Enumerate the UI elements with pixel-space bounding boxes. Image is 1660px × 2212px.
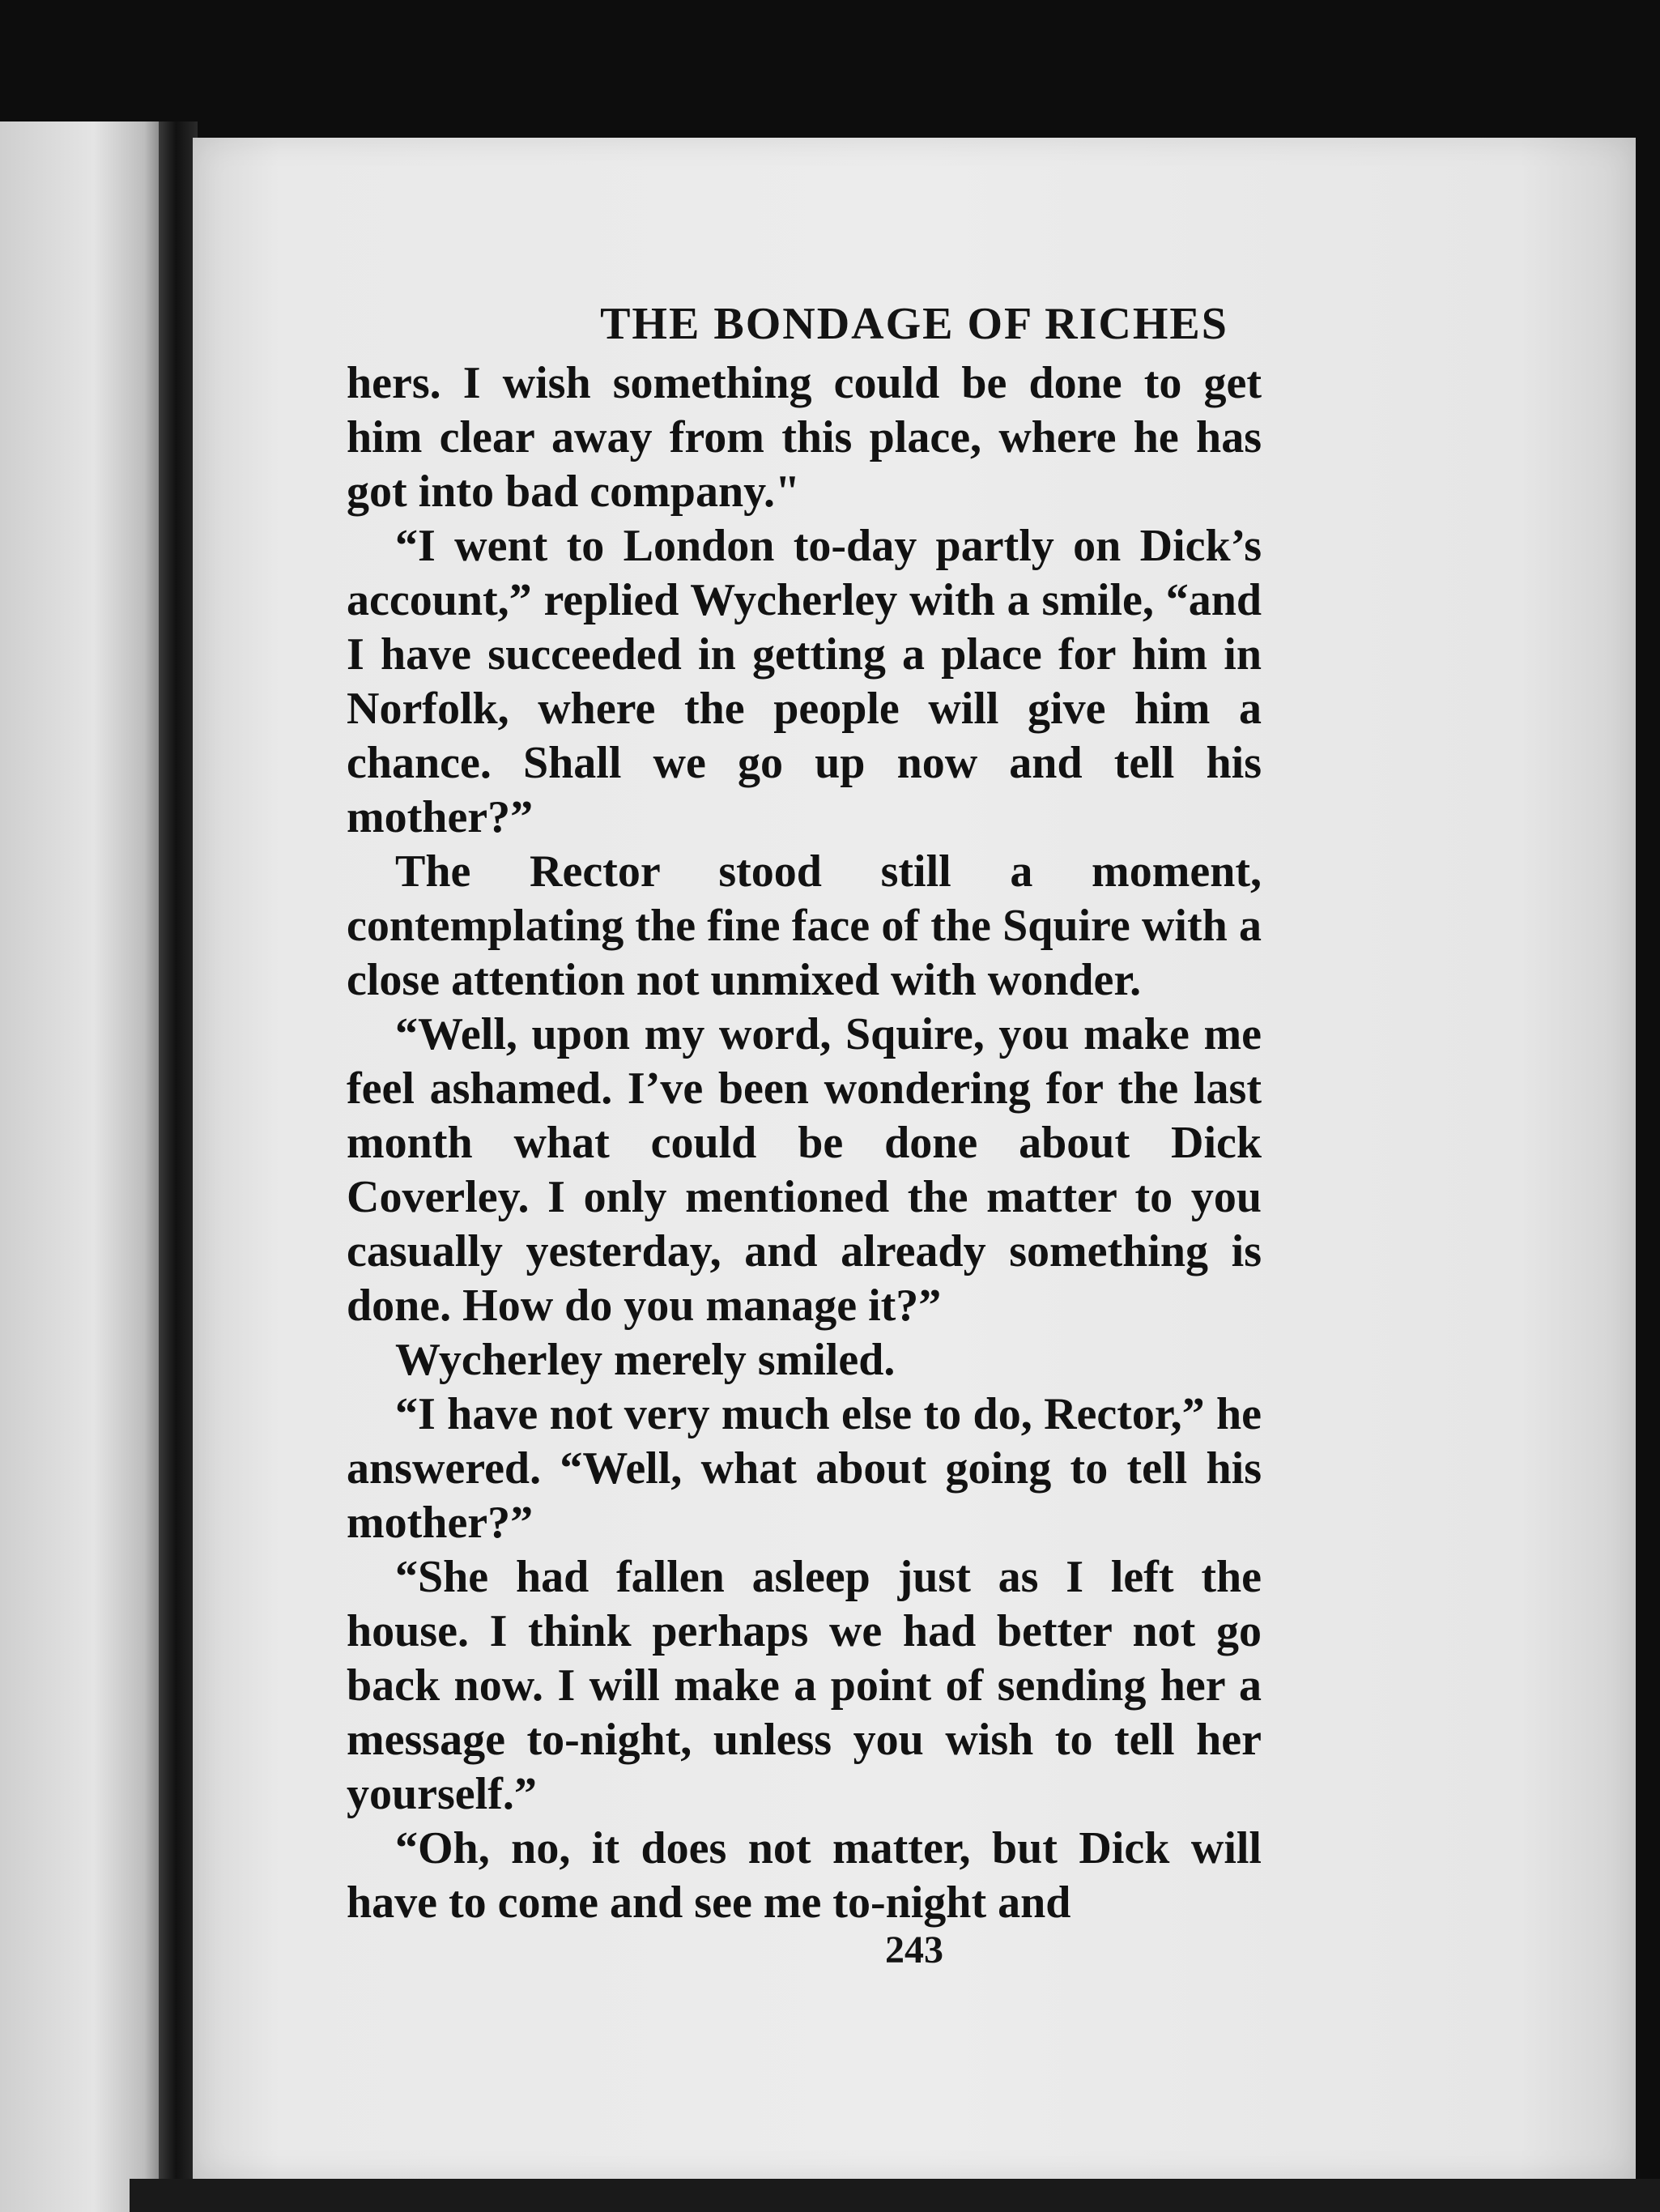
paragraph: “Well, upon my word, Squire, you make me feel ashamed. I’ve been wondering for the last month what could be done about Dick Coverley. I only mentioned the matter to you casually yesterday, and already something is done. How do you manage it?” xyxy=(347,1009,1262,1331)
paragraph: “Oh, no, it does not matter, but Dick will have to come and see me to-night and xyxy=(347,1823,1262,1928)
paragraph: hers. I wish something could be done to get him clear away from this place, where he has got into bad company." xyxy=(347,358,1262,517)
paragraph: The Rector stood still a moment, contemplating the fine face of the Squire with a close attention not unmixed with wonder. xyxy=(347,846,1262,1005)
page-number: 243 xyxy=(885,1929,943,1971)
paragraph: “I have not very much else to do, Rector,” he answered. “Well, what about going to tell his mother?” xyxy=(347,1389,1262,1548)
book-page xyxy=(193,138,1636,2179)
book-gutter xyxy=(159,121,198,2212)
paragraph: “I went to London to-day partly on Dick’s account,” replied Wycherley with a smile, “and I have succeeded in getting a place for him in Norfolk, where the people will give him a chance. Shall we go up now and tell his mother?” xyxy=(347,521,1262,842)
body-text xyxy=(347,356,1262,1930)
paragraph: “She had fallen asleep just as I left the house. I think perhaps we had better not go back now. I will make a point of sending her a message to-night, unless you wish to tell her yourself.” xyxy=(347,1552,1262,1819)
running-head: THE BONDAGE OF RICHES xyxy=(600,299,1228,349)
facing-page-edge xyxy=(0,121,170,2212)
paragraph: Wycherley merely smiled. xyxy=(395,1335,896,1385)
scan-bottom-edge xyxy=(130,2179,1660,2212)
